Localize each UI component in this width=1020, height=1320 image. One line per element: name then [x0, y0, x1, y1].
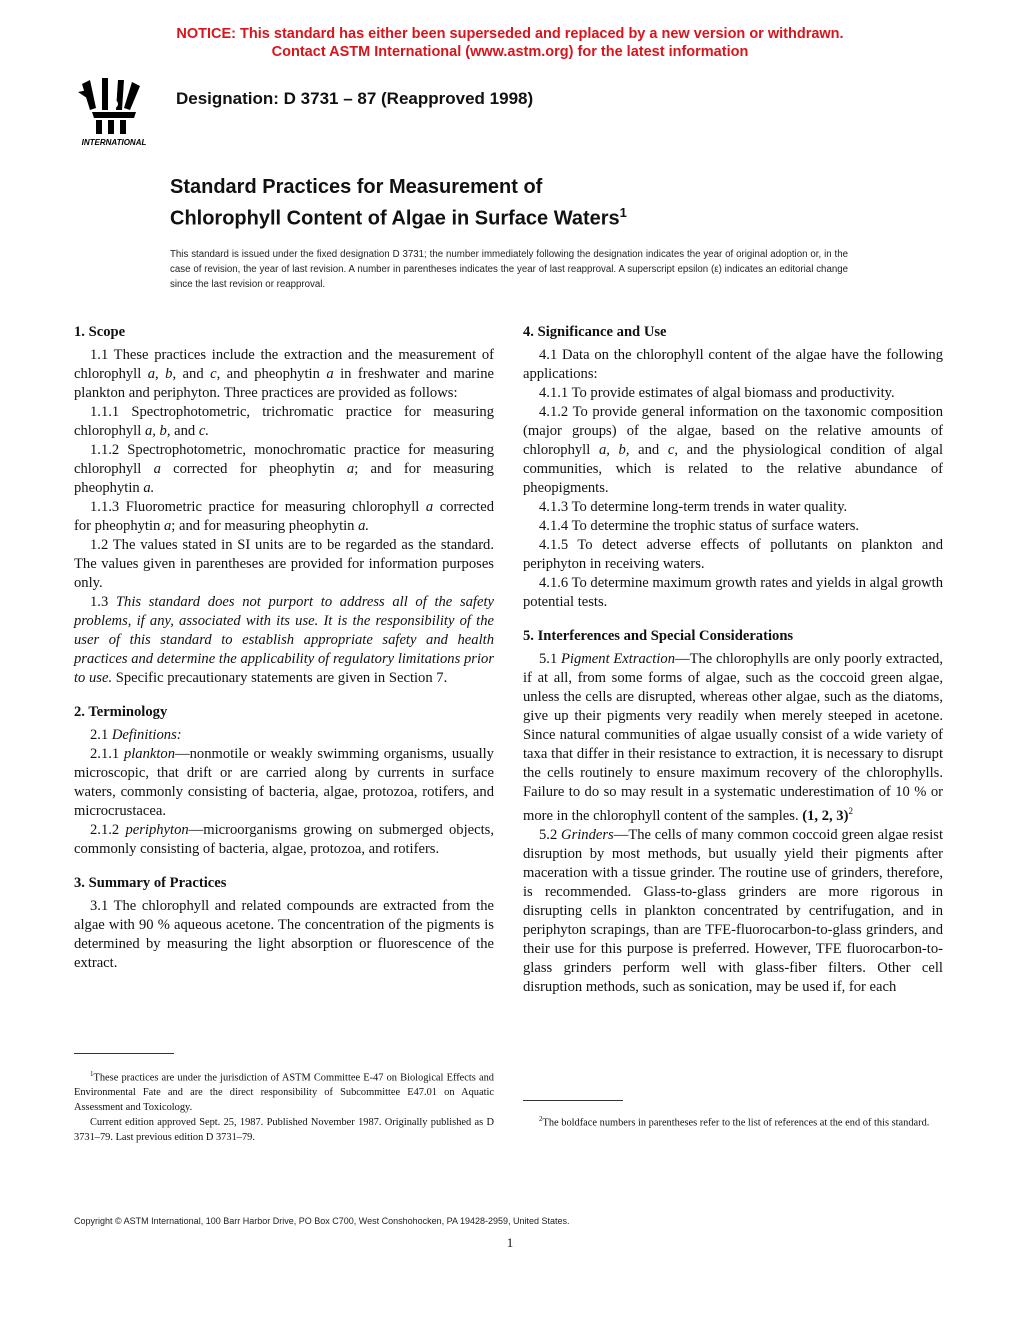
paragraph-1-1-1: 1.1.1 Spectrophotometric, trichromatic practice for measuring chlorophyll a, b, and c.	[74, 404, 494, 439]
footnotes-right	[523, 1112, 943, 1130]
footnote-2: $^2$The boldface numbers in parentheses refer to the list of references at the end of this standard.	[539, 1115, 930, 1129]
astm-logo-mark	[78, 78, 140, 134]
title-line-1: Standard Practices for Measurement of	[170, 176, 543, 198]
notice-line-1: NOTICE: This standard has either been superseded and replaced by a new version or withdrawn.	[176, 26, 844, 42]
paragraph-4-1-2: 4.1.2 To provide general information on the taxonomic composition (major groups) of the algae, based on the relative amounts of chlorophyll a, b, and c, and the physiological condition of algal communities, which is related to the relative abundance of pheopigments.	[523, 404, 944, 496]
section-heading-summary: 3. Summary of Practices	[74, 875, 227, 891]
paragraph-2-1: 2.1 Definitions:	[90, 727, 182, 743]
footnote-rule-left	[74, 1053, 174, 1054]
paragraph-1-1-3: 1.1.3 Fluorometric practice for measuring chlorophyll a corrected for pheophytin a; and for measuring pheophytin a.	[74, 499, 494, 534]
section-heading-terminology: 2. Terminology	[74, 704, 168, 720]
logo-caption: INTERNATIONAL	[81, 138, 147, 147]
withdrawal-notice	[0, 25, 1020, 61]
section-heading-interferences: 5. Interferences and Special Considerations	[523, 628, 794, 644]
issue-note: This standard is issued under the fixed designation D 3731; the number immediately following the designation indicates the year of original adoption or, in the case of revision, the year of last revision. A number in parentheses indicates the year of last reapproval. A superscript epsilon (ε) indicates an editorial change since the last revision or reapproval.	[170, 249, 848, 290]
footnotes-left	[74, 1067, 494, 1145]
copyright-line: Copyright © ASTM International, 100 Barr Harbor Drive, PO Box C700, West Conshohocken, PA 19428-2959, United States.	[74, 1216, 570, 1226]
paragraph-1-1-2: 1.1.2 Spectrophotometric, monochromatic practice for measuring chlorophyll a corrected for pheophytin a; and for measuring pheophytin a.	[74, 442, 494, 496]
title-footnote-ref: 1	[619, 205, 627, 220]
definition-plankton: 2.1.1 plankton—nonmotile or weakly swimming organisms, usually microscopic, that drift or are carried along by currents in surface waters, commonly consisting of bacteria, algae, protozoa, rotifers, and microcrustacea.	[74, 746, 494, 819]
astm-logo	[68, 78, 160, 148]
paragraph-4-1-4: 4.1.4 To determine the trophic status of surface waters.	[539, 518, 860, 534]
paragraph-4-1: 4.1 Data on the chlorophyll content of the algae have the following applications:	[523, 347, 943, 382]
footnote-1-edition: Current edition approved Sept. 25, 1987. Published November 1987. Originally published as D 3731–79. Last previous edition D 3731–79.	[74, 1117, 494, 1144]
paragraph-4-1-6: 4.1.6 To determine maximum growth rates and yields in algal growth potential tests.	[523, 575, 944, 610]
left-column	[74, 322, 494, 973]
page-number: 1	[506, 1235, 514, 1250]
footnote-1: $^1$These practices are under the jurisdiction of ASTM Committee E-47 on Biological Effects and Environmental Fate and are the direct responsibility of Subcommittee E47.01 on Aquatic Assessment and Toxicology.	[74, 1070, 494, 1114]
title-line-2	[170, 200, 627, 232]
designation: Designation: D 3731 – 87 (Reapproved 1998)	[176, 89, 534, 108]
paragraph-5-2: 5.2 Grinders—The cells of many common coccoid green algae resist disruption by most methods, but usually yield their pigments after maceration with a tissue grinder. The routine use of grinders, therefore, is recommended. Glass-to-glass grinders are more rigorous in disrupting cells in plankton concentrated by centrifugation, and in periphyton scrapings, than are TFE-fluorocarbon-to-glass grinders, and their use for this purpose is preferred. However, TFE fluorocarbon-to-glass grinders perform well with glass-fiber filters. Other cell disruption methods, such as sonication, may be used if, for each	[523, 826, 944, 995]
paragraph-4-1-3: 4.1.3 To determine long-term trends in water quality.	[539, 499, 848, 515]
paragraph-1-2: 1.2 The values stated in SI units are to be regarded as the standard. The values given in parentheses are provided for information purposes only.	[74, 537, 494, 591]
right-column	[523, 322, 943, 997]
paragraph-4-1-1: 4.1.1 To provide estimates of algal biomass and productivity.	[539, 385, 895, 401]
page-title	[170, 175, 627, 232]
title-line-2-text: Chlorophyll Content of Algae in Surface Waters	[170, 207, 620, 230]
footnote-rule-right	[523, 1100, 623, 1101]
paragraph-1-1: 1.1 These practices include the extraction and the measurement of chlorophyll a, b, and c, and pheophytin a in freshwater and marine plankton and periphyton. Three practices are provided as follows:	[74, 347, 494, 401]
section-heading-scope: 1. Scope	[74, 324, 126, 340]
paragraph-5-1: 5.1 Pigment Extraction—The chlorophylls are only poorly extracted, if at all, from some forms of algae, such as the coccoid green algae, unless the cells are disrupted, whereas other algae, such as the diatoms, give up their pigments very readily when merely steeped in acetone. Since natural communities of algae usually consist of a wide variety of taxa that differ in their resistance to extraction, it is necessary to disrupt the cells routinely to ensure maximum recovery of the chlorophylls. Failure to do so may result in a systematic underestimation of 10 % or more in the chlorophyll content of the samples. (1, 2, 3)$^2$	[523, 651, 943, 824]
paragraph-1-3: 1.3 This standard does not purport to address all of the safety problems, if any, associated with its use. It is the responsibility of the user of this standard to establish appropriate safety and health practices and determine the applicability of regulatory limitations prior to use. Specific precautionary statements are given in Section 7.	[74, 594, 494, 686]
definition-periphyton: 2.1.2 periphyton—microorganisms growing on submerged objects, commonly consisting of bacteria, algae, protozoa, and rotifers.	[74, 822, 494, 857]
section-heading-significance: 4. Significance and Use	[523, 324, 667, 340]
paragraph-3-1: 3.1 The chlorophyll and related compounds are extracted from the algae with 90 % aqueous acetone. The concentration of the pigments is determined by measuring the light absorption or fluorescence of the extract.	[74, 898, 494, 971]
paragraph-4-1-5: 4.1.5 To detect adverse effects of pollutants on plankton and periphyton in receiving waters.	[523, 537, 943, 572]
notice-line-2: Contact ASTM International (www.astm.org) for the latest information	[271, 44, 749, 60]
